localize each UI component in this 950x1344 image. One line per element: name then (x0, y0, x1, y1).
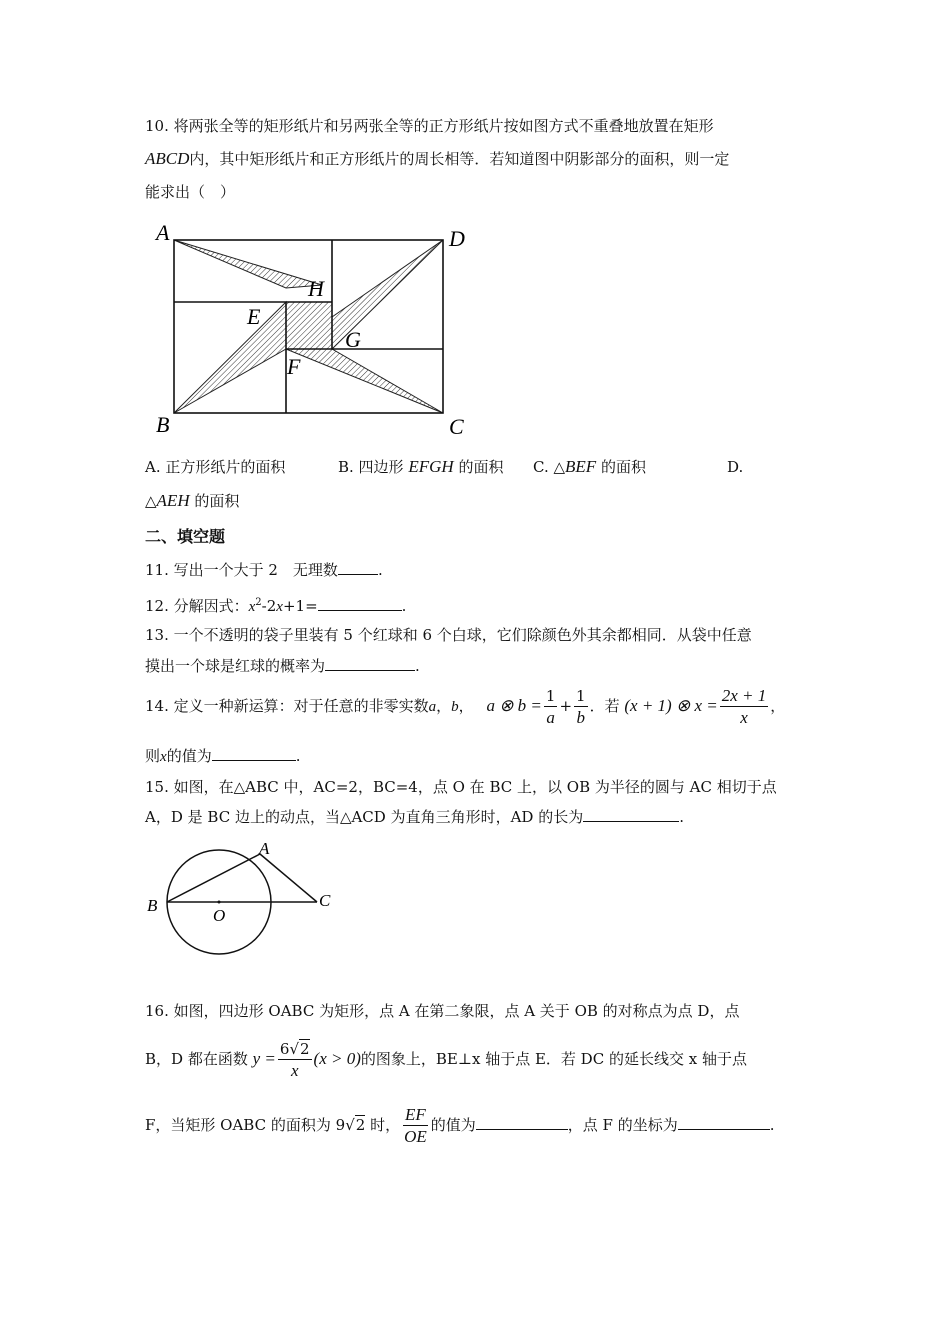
q10-label-H: H (308, 276, 324, 301)
q10-option-d: D. (727, 458, 744, 476)
q10-label-D: D (449, 226, 465, 251)
q13-line2: 摸出一个球是红球的概率为 . (145, 657, 420, 675)
q16-line3: F，当矩形 OABC 的面积为 9√2 时， $\frac{EF}{OE}$ 的值为 ，点 F 的坐标为 . (145, 1104, 775, 1146)
q10-label-B: B (156, 412, 170, 437)
q10-text: 10. 将两张全等的矩形纸片和另两张全等的正方形纸片按如图方式不重叠地放置在矩形 (145, 117, 714, 135)
q15-segment-AC (260, 854, 317, 902)
q10-line2 (145, 149, 729, 169)
q15-label-C: C (319, 891, 331, 910)
q10-label-E: E (247, 304, 261, 329)
q14-answer-blank[interactable] (212, 746, 296, 761)
q13-line1: 13. 一个不透明的袋子里装有 5 个红球和 6 个白球，它们除颜色外其余都相同．从袋中任意 (145, 626, 752, 644)
q15-label-A: A (259, 839, 270, 858)
q15-line1: 15. 如图，在△ABC 中，AC=2，BC=4，点 O 在 BC 上，以 OB 为半径的圆与 AC 相切于点 (145, 778, 777, 796)
q15-label-B: B (147, 896, 158, 915)
q12: 12. 分解因式：$x^2-2x+1=$ . (145, 597, 407, 615)
q15-segment-BA (167, 854, 260, 902)
q10-options-line1 (145, 457, 765, 477)
q12-answer-blank[interactable] (318, 596, 402, 611)
q14-line2: 则x的值为 . (145, 747, 301, 765)
q10-label-G: G (345, 327, 361, 352)
q16-line2: B，D 都在函数 y = $\frac{6√2}{x}$ (x > 0)的图象上，BE⊥x 轴于点 E．若 DC 的延长线交 x 轴于点 (145, 1039, 747, 1080)
q10-shaded-regions (174, 240, 443, 413)
q10-option-c: C. △BEF 的面积 (533, 457, 646, 476)
q15-label-O: O (213, 906, 226, 925)
q10-line3 (145, 182, 235, 202)
q15-line2: A，D 是 BC 边上的动点，当△ACD 为直角三角形时，AD 的长为 . (145, 808, 684, 826)
q10-line1 (145, 116, 714, 136)
q11-answer-blank[interactable] (338, 560, 378, 575)
q10-label-F: F (287, 354, 301, 379)
q11-text: 11. 写出一个大于 2 无理数 (145, 561, 338, 579)
q15-center-dot (218, 901, 221, 904)
q10-option-a: A. 正方形纸片的面积 (145, 458, 286, 476)
q10-options-line2: △AEH 的面积 (145, 491, 240, 510)
q10-option-b: B. 四边形 EFGH 的面积 (338, 457, 504, 476)
q14-line1: 14. 定义一种新运算：对于任意的非零实数a，b， a ⊗ b = $\frac{1}{a}$ + $\frac{1}{b}$ ．若 (x + 1) ⊗ x = $\frac{2x + 1}{x}$ ， (145, 685, 786, 727)
q11: 11. 写出一个大于 2 无理数 . (145, 561, 383, 579)
q13-answer-blank[interactable] (325, 656, 415, 671)
q10-label-A: A (156, 220, 170, 245)
q15-figure (143, 838, 343, 963)
q10-abcd: ABCD (145, 149, 190, 168)
q10-label-C: C (449, 414, 464, 439)
q16-answer-blank-2[interactable] (678, 1115, 770, 1130)
q10-text3: 能求出（ ） (145, 183, 236, 201)
q16-answer-blank-1[interactable] (476, 1115, 568, 1130)
q10-text2: 内，其中矩形纸片和正方形纸片的周长相等．若知道图中阴影部分的面积，则一定 (189, 150, 730, 168)
q16-line1: 16. 如图，四边形 OABC 为矩形，点 A 在第二象限，点 A 关于 OB 的对称点为点 D，点 (145, 1002, 740, 1020)
section-title: 二、填空题 (145, 527, 226, 546)
q15-answer-blank[interactable] (583, 807, 679, 822)
q10-figure (150, 220, 490, 445)
